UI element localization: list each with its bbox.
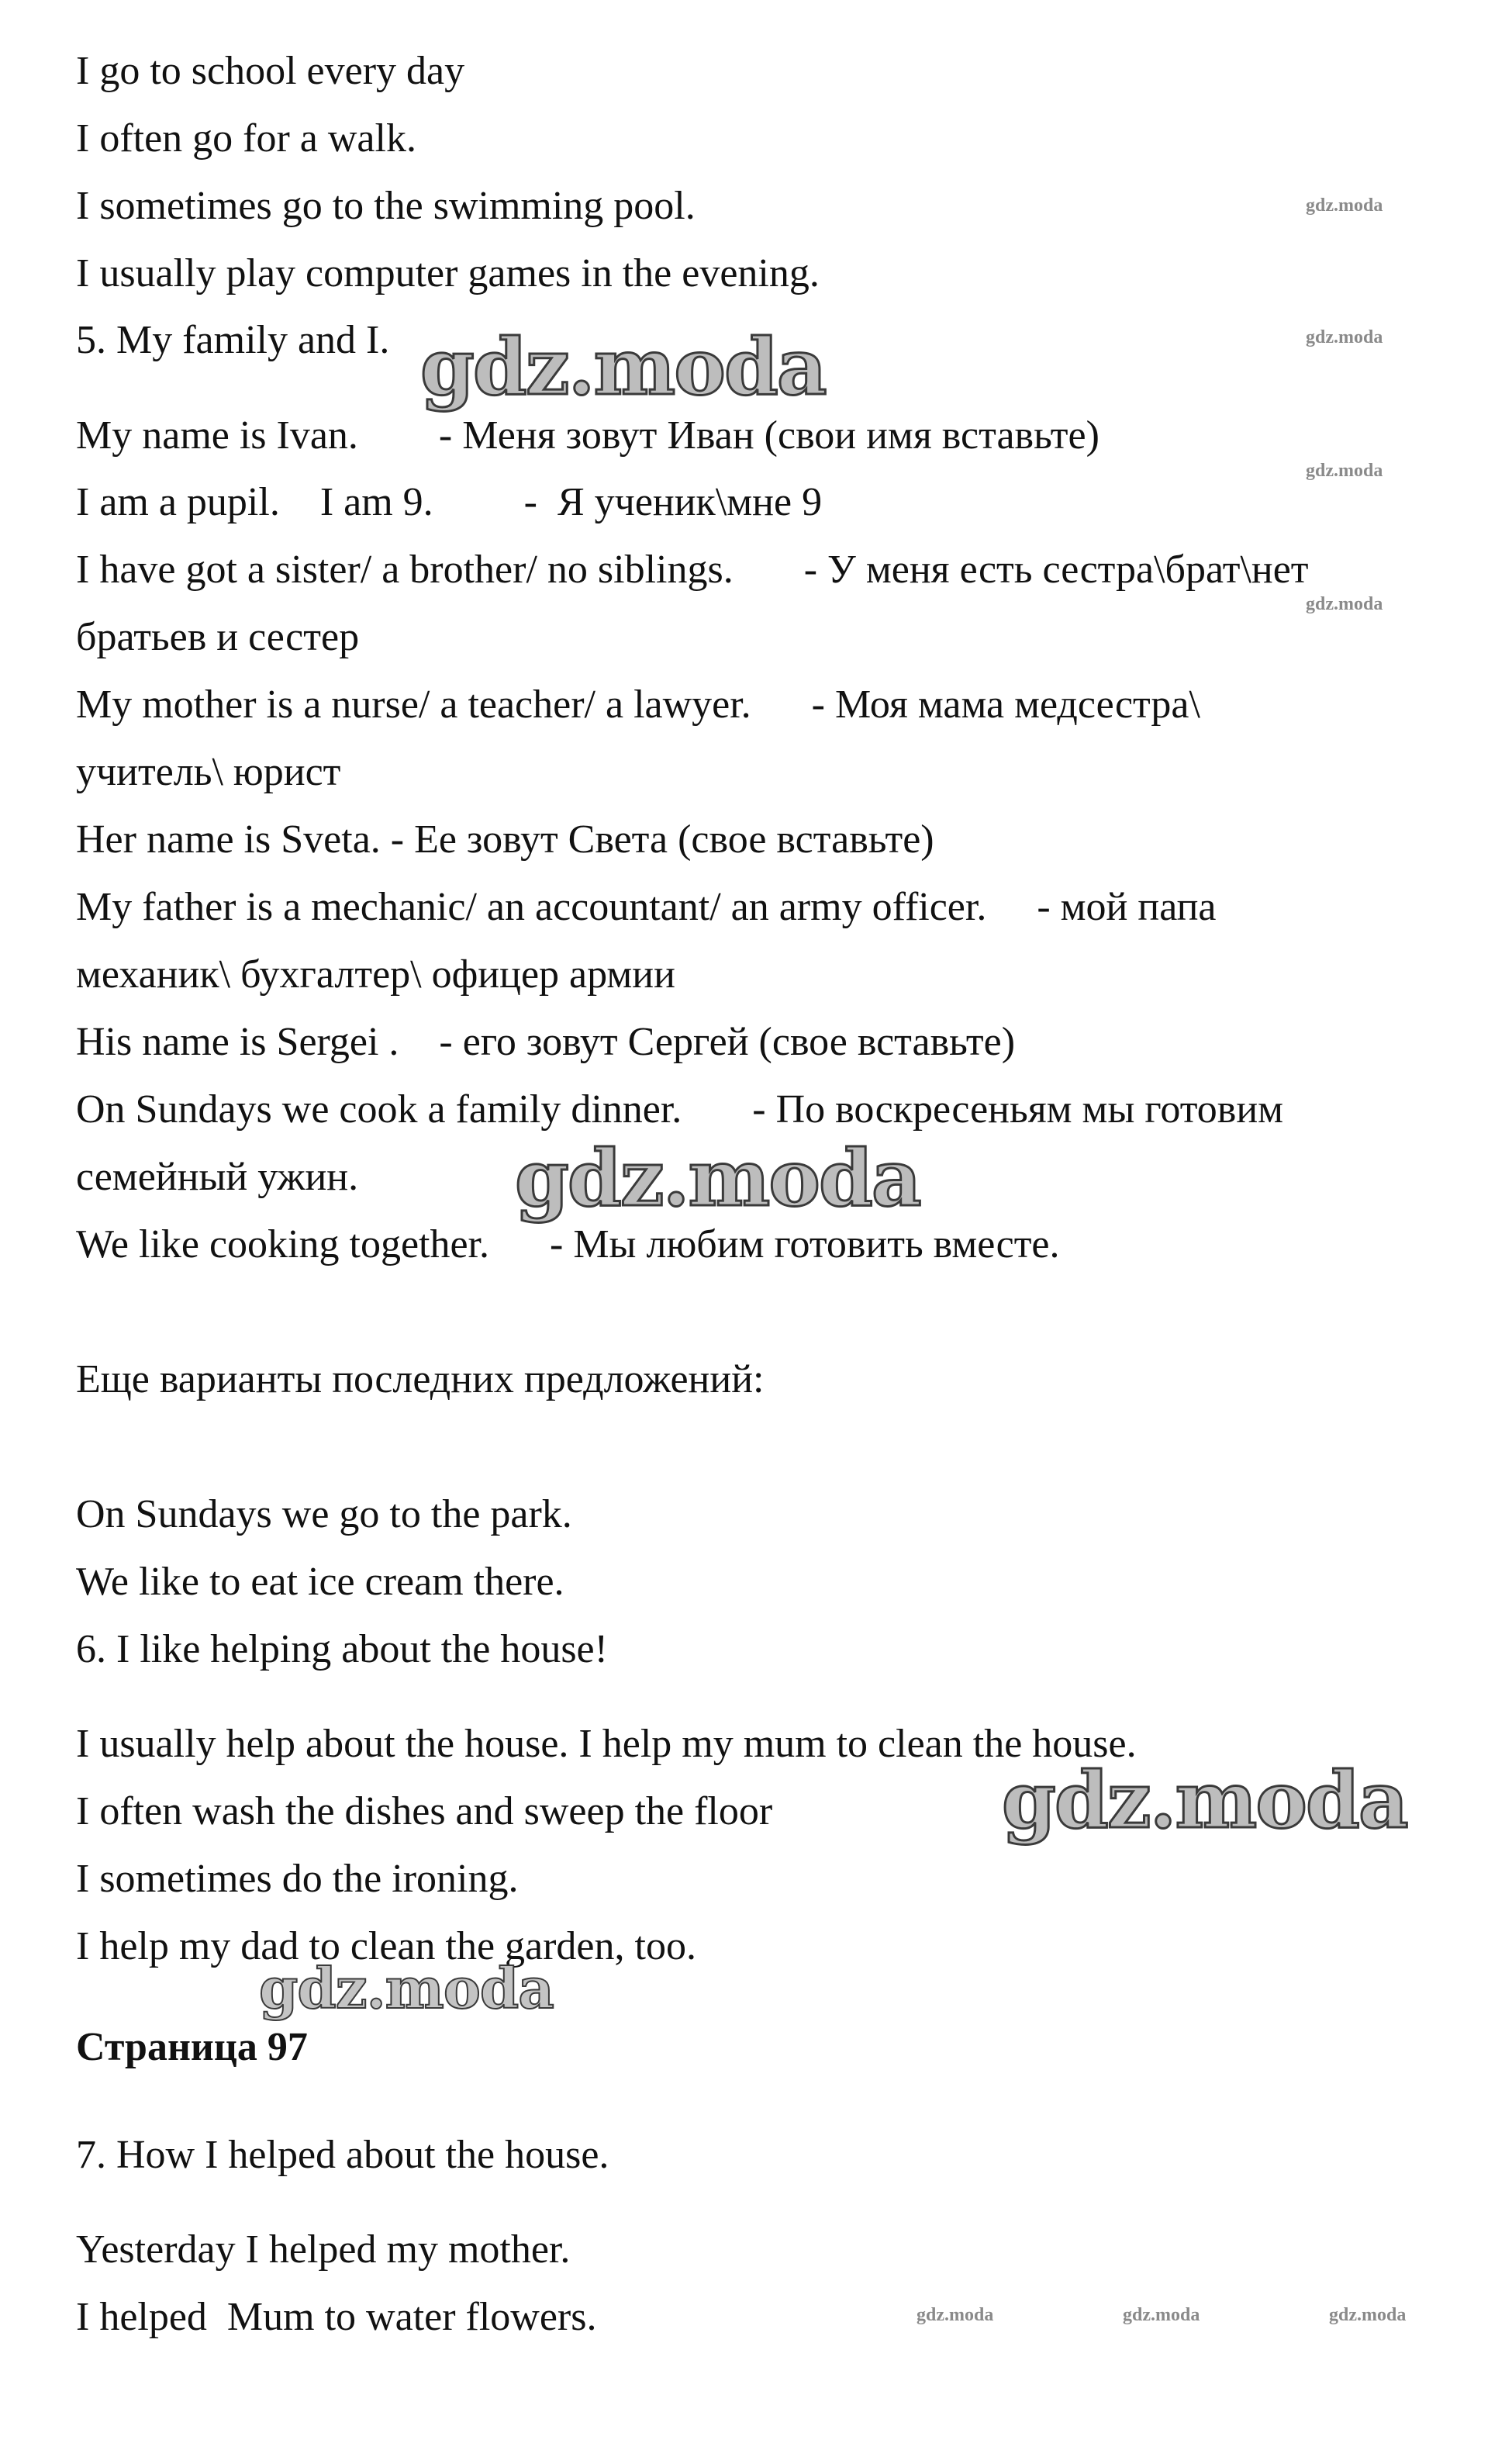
text-line: Еще варианты последних предложений:	[76, 1357, 765, 1401]
watermark-small: gdz.moda	[1123, 2305, 1200, 2325]
text-line: My name is Ivan. - Меня зовут Иван (свои имя вставьте)	[76, 413, 1099, 458]
watermark-large: gdz.moda	[1002, 1754, 1407, 1846]
text-line: братьев и сестер	[76, 615, 360, 659]
watermark-small: gdz.moda	[1306, 327, 1383, 347]
text-line: I usually help about the house. I help my mum to clean the house.	[76, 1722, 1137, 1766]
text-line: I am a pupil. I am 9. - Я ученик\мне 9	[76, 480, 823, 524]
watermark-large: gdz.moda	[420, 321, 826, 413]
text-line: I usually play computer games in the evening.	[76, 251, 820, 295]
text-line: I help my dad to clean the garden, too.	[76, 1924, 696, 1968]
text-line: Yesterday I helped my mother.	[76, 2227, 571, 2272]
text-line: I sometimes do the ironing.	[76, 1857, 519, 1901]
watermark-small: gdz.moda	[917, 2305, 994, 2325]
text-line: семейный ужин.	[76, 1155, 359, 1199]
text-line: Her name is Sveta. - Ее зовут Света (свое вставьте)	[76, 817, 934, 862]
text-line: учитель\ юрист	[76, 750, 341, 794]
text-line: We like to eat ice cream there.	[76, 1560, 564, 1604]
watermark-large: gdz.moda	[515, 1132, 920, 1224]
text-line: We like cooking together. - Мы любим готовить вместе.	[76, 1222, 1060, 1266]
page-heading: Страница 97	[76, 2025, 308, 2069]
text-line: I helped Mum to water flowers.	[76, 2295, 597, 2339]
section-heading: 6. I like helping about the house!	[76, 1627, 608, 1671]
watermark-small: gdz.moda	[1306, 461, 1383, 481]
watermark-small: gdz.moda	[1306, 195, 1383, 216]
text-line: His name is Sergei . - его зовут Сергей (свое вставьте)	[76, 1020, 1016, 1064]
watermark-medium: gdz.moda	[259, 1955, 554, 2021]
text-line: I have got a sister/ a brother/ no siblings. - У меня есть сестра\брат\нет	[76, 548, 1309, 592]
watermark-small: gdz.moda	[1306, 594, 1383, 614]
text-line: My father is a mechanic/ an accountant/ an army officer. - мой папа	[76, 885, 1217, 929]
section-heading: 5. My family and I.	[76, 318, 390, 362]
section-heading: 7. How I helped about the house.	[76, 2133, 609, 2177]
text-line: I often go for a walk.	[76, 116, 416, 161]
text-line: On Sundays we go to the park.	[76, 1492, 572, 1536]
watermark-small: gdz.moda	[1329, 2305, 1407, 2325]
text-line: I often wash the dishes and sweep the floor	[76, 1789, 773, 1833]
text-line: On Sundays we cook a family dinner. - По воскресеньям мы готовим	[76, 1087, 1284, 1132]
text-line: I sometimes go to the swimming pool.	[76, 184, 696, 228]
text-line: механик\ бухгалтер\ офицер армии	[76, 952, 675, 997]
text-line: I go to school every day	[76, 49, 465, 93]
text-line: My mother is a nurse/ a teacher/ a lawyer. - Моя мама медсестра\	[76, 682, 1200, 727]
